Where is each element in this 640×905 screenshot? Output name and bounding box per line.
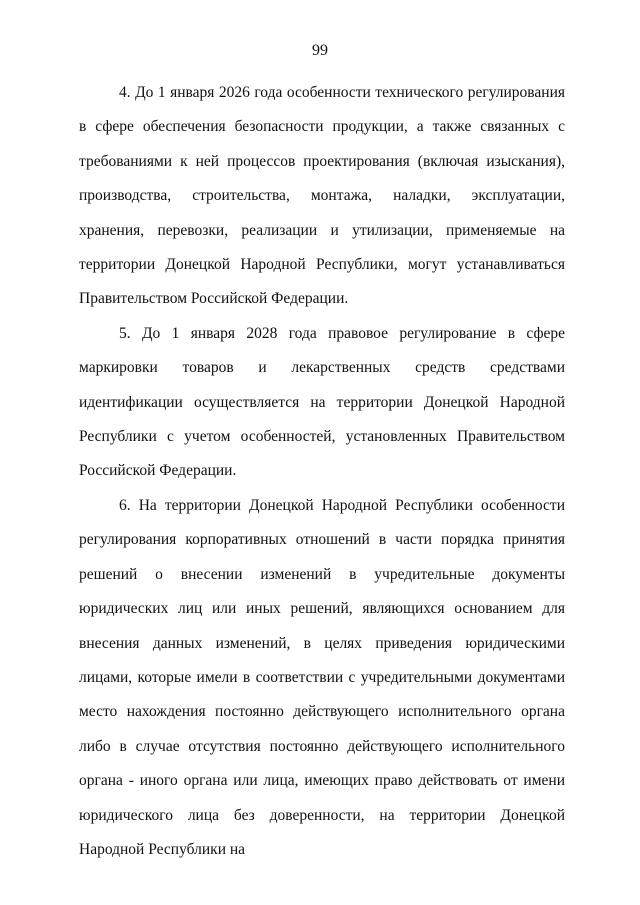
paragraph-6: 6. На территории Донецкой Народной Республики особенности регулирования корпоративных отношений в части порядка принятия решений о внесении изменений в учредительные документы юридических лиц или иных решений, являющихся основанием для внесения данных изменений, в целях приведения юридическими лицами, которые имели в соответствии с учредительными документами место нахождения постоянно действующего исполнительного органа либо в случае отсутствия постоянно действующего исполнительного органа - иного органа или лица, имеющих право действовать от имени юридического лица без доверенности, на территории Донецкой Народной Республики на bbox=[79, 496, 565, 858]
paragraph-5: 5. До 1 января 2028 года правовое регулирование в сфере маркировки товаров и лекарственных средств средствами идентификации осуществляется на территории Донецкой Народной Республики с учетом особенностей, установленных Правительством Российской Федерации. bbox=[79, 324, 565, 480]
document-body bbox=[79, 76, 565, 867]
paragraph-4: 4. До 1 января 2026 года особенности технического регулирования в сфере обеспечения безопасности продукции, а также связанных с требованиями к ней процессов проектирования (включая изыскания), производства, строительства, монтажа, наладки, эксплуатации, хранения, перевозки, реализации и утилизации, применяемые на территории Донецкой Народной Республики, могут устанавливаться Правительством Российской Федерации. bbox=[79, 84, 565, 308]
page-number: 99 bbox=[312, 42, 328, 59]
